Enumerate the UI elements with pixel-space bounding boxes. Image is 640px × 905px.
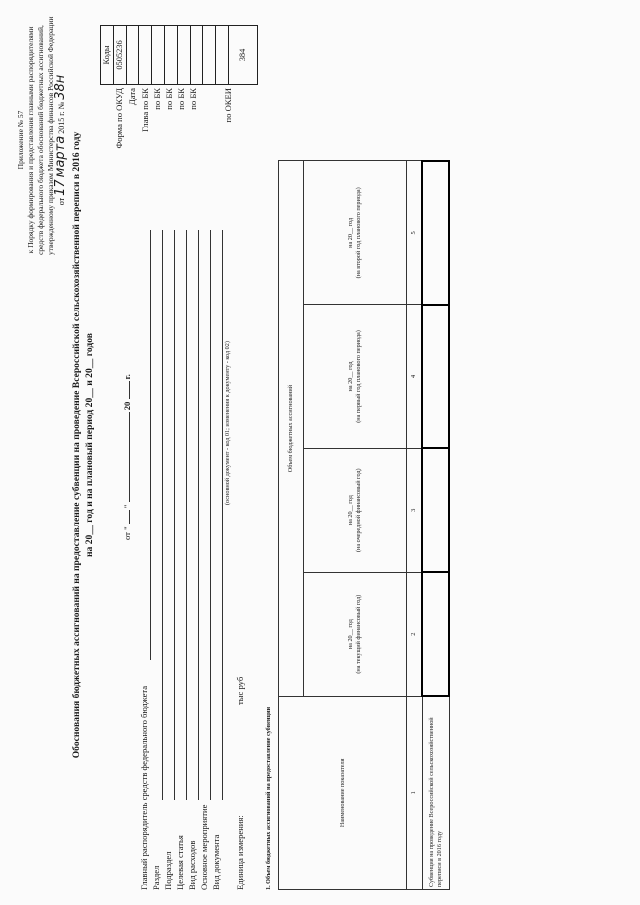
bk-label-2: по БК: [164, 88, 174, 110]
event-code: [203, 26, 216, 85]
allocations-table: [278, 160, 450, 890]
target-article-label: Целевая статья: [175, 835, 185, 890]
date-line: от " " 20 г.: [122, 374, 132, 540]
bk-label-1: по БК: [152, 88, 162, 110]
order-day-handwritten: 17: [53, 179, 68, 196]
col-first-plan-year: на 20__ год (на первый год планового периода): [304, 305, 407, 449]
appendix-header: [16, 16, 68, 255]
expense-type-code: [190, 26, 203, 85]
section-label: Раздел: [151, 865, 161, 890]
codes-box: [100, 25, 258, 85]
col-current-year: на 20__ год (на текущий финансовый год): [304, 572, 407, 696]
bk-label-3: по БК: [176, 88, 186, 110]
col-num-5: 5: [407, 161, 423, 305]
doc-type-line: [222, 230, 223, 800]
col-indicator-name: Наименование показателя: [279, 696, 407, 889]
appendix-number: Приложение № 57: [16, 110, 25, 170]
subsection-line: [174, 230, 175, 800]
doc-type-hint: (основной документ - код 01; изменения к документу - код 02): [224, 341, 231, 505]
order-number-handwritten: 38н: [53, 74, 68, 100]
expense-type-line: [198, 230, 199, 800]
main-event-line: [210, 230, 211, 800]
rotated-form: [10, 10, 630, 895]
subsidy-second-plan-year: [422, 161, 449, 305]
subsidy-next-year: [422, 448, 449, 572]
okei-code: 384: [228, 26, 257, 85]
col-group-allocations: Объем бюджетных ассигнований: [279, 161, 304, 696]
appendix-line-2: средств федерального бюджета обоснований бюджетных ассигнований,: [36, 25, 45, 255]
order-month-handwritten: марта: [53, 135, 68, 178]
chapter-label: Глава по БК: [140, 88, 150, 133]
target-article-code: [177, 26, 190, 85]
section-code: [152, 26, 165, 85]
subsidy-row-label: Субвенция на проведение Всероссийской сельскохозяйственной переписи в 2016 году: [422, 696, 449, 889]
col-num-3: 3: [407, 448, 423, 572]
order-date-line: от 17 марта 2015 г. № 38н: [53, 74, 68, 206]
bk-label-4: по БК: [188, 88, 198, 110]
target-article-line: [186, 230, 187, 800]
okud-code: 0505236: [113, 26, 126, 85]
doc-type-label: Вид документа: [211, 834, 221, 890]
unit-value: тыс руб: [235, 676, 245, 705]
form-title: Обоснования бюджетных ассигнований на предоставление субвенции на проведение Всероссийской сельскохозяйственной переписи в 2016 году на 20__ год и на плановый период 20__ и 20__ годов: [71, 131, 95, 759]
okud-label: Форма по ОКУД: [114, 88, 124, 149]
expense-type-label: Вид расходов: [187, 840, 197, 890]
col-second-plan-year: на 20__ год (на второй год планового периода): [304, 161, 407, 305]
appendix-line-3: утвержденному приказом Министерства финансов Российской Федерации: [46, 16, 55, 255]
appendix-line-1: к Порядку формирования и представления главными распорядителями: [26, 26, 35, 254]
chief-manager-label: Главный распорядитель средств федерального бюджета: [139, 685, 149, 890]
col-num-1: 1: [407, 696, 423, 889]
subsidy-first-plan-year: [422, 305, 449, 449]
section-1-heading: 1. Объем бюджетных ассигнований на предоставление субвенции: [265, 706, 272, 890]
subsection-label: Подраздел: [163, 851, 173, 890]
section-line: [162, 230, 163, 800]
date-label: Дата: [127, 88, 137, 106]
col-next-year: на 20__ год (на очередной финансовый год): [304, 448, 407, 572]
chapter-code: [139, 26, 152, 85]
main-event-label: Основное мероприятие: [199, 804, 209, 890]
codes-header: Коды: [101, 26, 114, 85]
okei-label: по ОКЕИ: [223, 88, 233, 123]
col-num-4: 4: [407, 305, 423, 449]
doc-type-code: [216, 26, 229, 85]
unit-label: Единица измерения:: [235, 815, 245, 890]
subsidy-current-year: [422, 572, 449, 696]
subsection-code: [164, 26, 177, 85]
col-num-2: 2: [407, 572, 423, 696]
chief-manager-line: [150, 230, 151, 660]
date-code: [126, 26, 139, 85]
